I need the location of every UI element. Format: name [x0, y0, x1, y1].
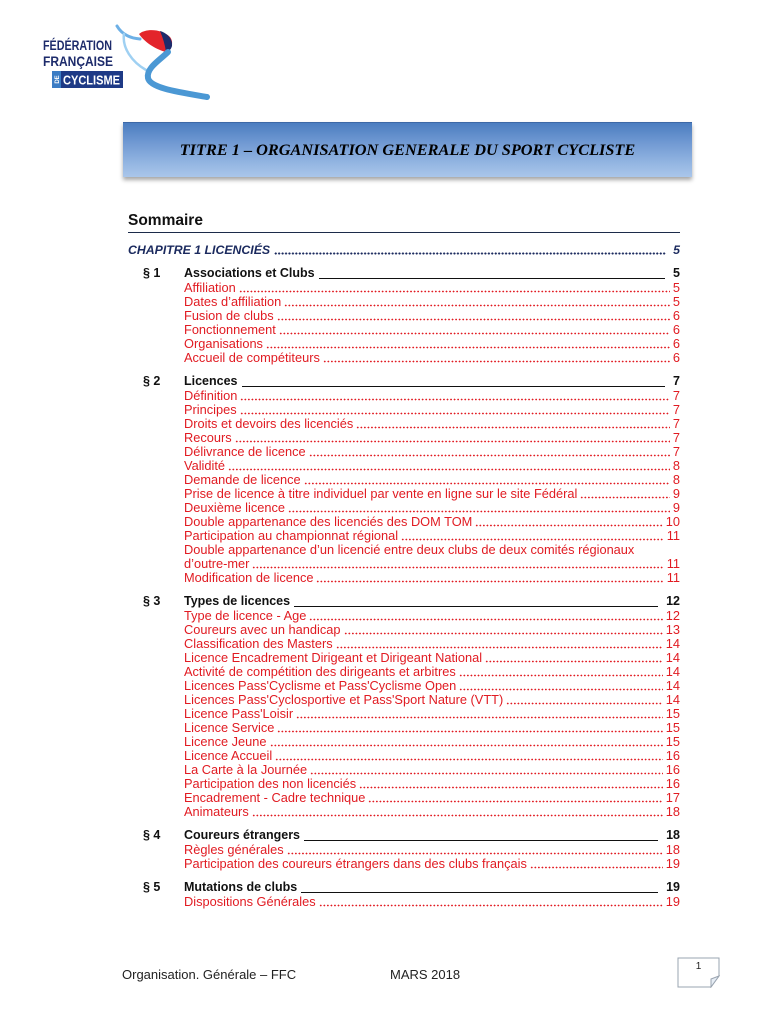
logo-line-cyclisme: CYCLISME	[63, 73, 120, 88]
toc-entry[interactable]	[128, 281, 680, 295]
entry-label: Participation des coureurs étrangers dans des clubs français	[184, 856, 527, 871]
toc-entry[interactable]	[128, 529, 680, 543]
dot-leader	[296, 716, 663, 719]
toc-entry[interactable]	[128, 763, 680, 777]
entry-page-number: 14	[665, 692, 680, 707]
entry-label: Définition	[184, 388, 238, 403]
toc-entry-line	[128, 721, 680, 735]
toc-section	[128, 373, 680, 585]
dot-leader	[310, 772, 663, 775]
entry-label: Organisations	[184, 336, 263, 351]
entry-page-number: 14	[665, 678, 680, 693]
toc-entry[interactable]	[128, 431, 680, 445]
toc-entry[interactable]	[128, 309, 680, 323]
dot-leader	[475, 524, 662, 527]
toc-entry[interactable]	[128, 323, 680, 337]
entry-label: Double appartenance des licenciés des DOM TOM	[184, 514, 473, 529]
toc-entry-line	[128, 515, 680, 529]
toc-entry[interactable]	[128, 749, 680, 763]
logo-swoosh-icon	[148, 52, 207, 97]
dot-leader	[309, 454, 670, 457]
toc-entry-line	[128, 473, 680, 487]
toc-entry-line	[128, 337, 680, 351]
dot-leader	[277, 730, 662, 733]
toc-entry-line	[128, 651, 680, 665]
dot-leader	[530, 866, 663, 869]
entry-page-number: 9	[672, 500, 680, 515]
dot-leader	[368, 800, 662, 803]
underline-leader	[301, 892, 658, 893]
section-heading[interactable]	[128, 593, 680, 609]
dot-leader	[287, 852, 663, 855]
entry-page-number: 6	[672, 336, 680, 351]
entry-page-number: 6	[672, 308, 680, 323]
dot-leader	[336, 646, 663, 649]
toc-entry[interactable]	[128, 623, 680, 637]
toc-entry[interactable]	[128, 403, 680, 417]
dot-leader	[235, 440, 670, 443]
section-number: § 5	[143, 880, 161, 894]
entry-label: La Carte à la Journée	[184, 762, 308, 777]
toc-entry[interactable]	[128, 543, 680, 571]
toc-entry[interactable]	[128, 665, 680, 679]
chapter-label: CHAPITRE 1 LICENCIÉS	[128, 243, 271, 257]
entry-label: Prise de licence à titre individuel par vente en ligne sur le site Fédéral	[184, 486, 578, 501]
entry-label: Classification des Masters	[184, 636, 333, 651]
section-title: Coureurs étrangers	[184, 828, 301, 842]
entry-label: Type de licence - Age	[184, 608, 307, 623]
toc-entry[interactable]	[128, 487, 680, 501]
toc-entry[interactable]	[128, 679, 680, 693]
toc-entry[interactable]	[128, 351, 680, 365]
section-page-number: 5	[673, 266, 680, 280]
dot-leader	[288, 510, 670, 513]
dot-leader	[240, 412, 670, 415]
section-title: Licences	[184, 374, 238, 388]
entry-page-number: 5	[672, 280, 680, 295]
entry-label: Dates d’affiliation	[184, 294, 282, 309]
dot-leader	[279, 332, 670, 335]
entry-page-number: 5	[672, 294, 680, 309]
toc-entry[interactable]	[128, 693, 680, 707]
entry-page-number: 11	[666, 556, 680, 571]
entry-label: Deuxième licence	[184, 500, 286, 515]
entry-label: Licence Service	[184, 720, 275, 735]
entry-label: Licence Pass'Loisir	[184, 706, 294, 721]
toc-section	[128, 827, 680, 871]
entry-page-number: 9	[672, 486, 680, 501]
entry-page-number: 14	[665, 650, 680, 665]
toc-entry[interactable]	[128, 389, 680, 403]
dot-leader	[270, 744, 663, 747]
entry-label: Recours	[184, 430, 232, 445]
ffc-logo	[0, 0, 230, 110]
toc-entry-line	[128, 417, 680, 431]
dot-leader	[506, 702, 663, 705]
underline-leader	[242, 386, 666, 387]
toc-entry-line	[128, 557, 680, 571]
toc-entry-line	[128, 735, 680, 749]
entry-label: Demande de licence	[184, 472, 301, 487]
toc-entry-line	[128, 459, 680, 473]
toc-entry[interactable]	[128, 707, 680, 721]
section-page-number: 18	[666, 828, 680, 842]
section-number: § 2	[143, 374, 161, 388]
section-heading[interactable]	[128, 827, 680, 843]
toc-entry[interactable]	[128, 337, 680, 351]
entry-page-number: 12	[665, 608, 680, 623]
entry-page-number: 7	[672, 430, 680, 445]
toc-entry-line	[128, 281, 680, 295]
toc-entry-line	[128, 791, 680, 805]
logo-swoosh-top-icon	[117, 26, 140, 39]
entry-label: Licences Pass'Cyclisme et Pass'Cyclisme Open	[184, 678, 457, 693]
toc-entry-line	[128, 295, 680, 309]
toc-entry-line	[128, 501, 680, 515]
entry-page-number: 14	[665, 636, 680, 651]
logo-de-prefix: DE	[54, 75, 61, 84]
toc-section	[128, 879, 680, 909]
entry-page-number: 7	[672, 402, 680, 417]
toc-entry-line	[128, 843, 680, 857]
toc-entry[interactable]	[128, 571, 680, 585]
entry-page-number: 17	[665, 790, 680, 805]
toc-entry-line	[128, 431, 680, 445]
toc-entry-line	[128, 323, 680, 337]
dot-leader	[319, 904, 663, 907]
toc-entry[interactable]	[128, 459, 680, 473]
toc-entry-line	[128, 609, 680, 623]
toc-sections	[128, 265, 680, 909]
entry-page-number: 8	[672, 458, 680, 473]
dot-leader	[284, 304, 670, 307]
toc-entry[interactable]	[128, 777, 680, 791]
dot-leader	[401, 538, 664, 541]
entry-page-number: 15	[665, 720, 680, 735]
entry-label: Licence Jeune	[184, 734, 267, 749]
dot-leader	[252, 814, 663, 817]
entry-label: Délivrance de licence	[184, 444, 306, 459]
toc-entry[interactable]	[128, 721, 680, 735]
section-heading[interactable]	[128, 373, 680, 389]
toc-entry-line	[128, 351, 680, 365]
dot-leader	[304, 482, 670, 485]
entry-label: Dispositions Générales	[184, 894, 316, 909]
entry-label: Règles générales	[184, 842, 284, 857]
entry-label: Participation au championnat régional	[184, 528, 399, 543]
section-title: Associations et Clubs	[184, 266, 315, 280]
section-number: § 3	[143, 594, 161, 608]
toc-entry-line	[128, 487, 680, 501]
underline-leader	[319, 278, 665, 279]
entry-label: Fusion de clubs	[184, 308, 274, 323]
entry-page-number: 18	[665, 842, 680, 857]
section-title: Types de licences	[184, 594, 291, 608]
dot-leader	[239, 290, 670, 293]
toc-entry[interactable]	[128, 417, 680, 431]
entry-page-number: 6	[672, 322, 680, 337]
toc-entry-line	[128, 707, 680, 721]
toc-entry[interactable]	[128, 857, 680, 871]
entry-page-number: 14	[665, 664, 680, 679]
dot-leader	[266, 346, 670, 349]
underline-leader	[304, 840, 658, 841]
page-number-box	[677, 957, 720, 988]
entry-page-number: 13	[665, 622, 680, 637]
toc-entry[interactable]	[128, 515, 680, 529]
section-number: § 4	[143, 828, 161, 842]
entry-page-number: 19	[665, 856, 680, 871]
toc-entry-line	[128, 693, 680, 707]
toc-section	[128, 593, 680, 819]
dot-leader	[459, 688, 662, 691]
section-heading[interactable]	[128, 879, 680, 895]
entry-page-number: 15	[665, 706, 680, 721]
entry-label: Accueil de compétiteurs	[184, 350, 320, 365]
footer-document-name: Organisation. Générale – FFC	[122, 967, 297, 982]
toc-entry[interactable]	[128, 843, 680, 857]
entry-label: Modification de licence	[184, 570, 314, 585]
toc-entry-line	[128, 529, 680, 543]
toc-entry-line	[128, 623, 680, 637]
entry-label-continued: d’outre-mer	[184, 556, 250, 571]
toc-section	[128, 265, 680, 365]
toc-entry-line	[128, 679, 680, 693]
dot-leader	[580, 496, 670, 499]
dot-leader	[240, 398, 670, 401]
footer-date: MARS 2018	[390, 967, 461, 982]
dot-leader	[274, 252, 666, 255]
toc-entry[interactable]	[128, 651, 680, 665]
dot-leader	[277, 318, 670, 321]
entry-label: Animateurs	[184, 804, 249, 819]
toc-entry[interactable]	[128, 445, 680, 459]
entry-page-number: 7	[672, 416, 680, 431]
entry-label: Activité de compétition des dirigeants et arbitres	[184, 664, 456, 679]
underline-leader	[294, 606, 658, 607]
entry-label: Licence Encadrement Dirigeant et Dirigeant National	[184, 650, 483, 665]
toc-entry-line	[128, 543, 680, 557]
entry-page-number: 15	[665, 734, 680, 749]
dot-leader	[323, 360, 670, 363]
toc-entry[interactable]	[128, 501, 680, 515]
entry-page-number: 11	[666, 528, 680, 543]
toc-entry-line	[128, 763, 680, 777]
toc-entry-line	[128, 389, 680, 403]
toc-entry-line	[128, 637, 680, 651]
section-page-number: 12	[666, 594, 680, 608]
toc-entry[interactable]	[128, 295, 680, 309]
dot-leader	[356, 426, 670, 429]
dot-leader	[459, 674, 663, 677]
section-title: Mutations de clubs	[184, 880, 298, 894]
dot-leader	[359, 786, 663, 789]
dot-leader	[485, 660, 663, 663]
toc-entry[interactable]	[128, 895, 680, 909]
toc-entry-line	[128, 805, 680, 819]
entry-page-number: 18	[665, 804, 680, 819]
dot-leader	[344, 632, 663, 635]
entry-label: Principes	[184, 402, 237, 417]
toc-entry-line	[128, 571, 680, 585]
toc-entry[interactable]	[128, 473, 680, 487]
page-title: TITRE 1 – ORGANISATION GENERALE DU SPORT CYCLISTE	[179, 140, 636, 159]
entry-page-number: 7	[672, 444, 680, 459]
entry-label: Licence Accueil	[184, 748, 273, 763]
chapter-page-number: 5	[673, 243, 680, 257]
toc-entry[interactable]	[128, 637, 680, 651]
toc-entry-line	[128, 749, 680, 763]
entry-page-number: 6	[672, 350, 680, 365]
entry-page-number: 19	[665, 894, 680, 909]
entry-label: Encadrement - Cadre technique	[184, 790, 366, 805]
logo-line-federation: FÉDÉRATION	[43, 38, 112, 53]
toc-entry-line	[128, 777, 680, 791]
toc-entry[interactable]	[128, 805, 680, 819]
entry-page-number: 11	[666, 570, 680, 585]
logo-line-francaise: FRANÇAISE	[43, 54, 113, 69]
table-of-contents	[128, 242, 680, 909]
section-number: § 1	[143, 266, 161, 280]
toc-entry-line	[128, 445, 680, 459]
toc-entry-line	[128, 309, 680, 323]
toc-entry[interactable]	[128, 791, 680, 805]
title-banner	[123, 122, 692, 177]
summary-heading: Sommaire	[128, 212, 680, 233]
entry-page-number: 8	[672, 472, 680, 487]
entry-label: Double appartenance d’un licencié entre deux clubs de deux comités régionaux	[184, 542, 635, 557]
toc-entry-line	[128, 665, 680, 679]
entry-page-number: 10	[665, 514, 680, 529]
toc-entry-line	[128, 895, 680, 909]
entry-label: Participation des non licenciés	[184, 776, 357, 791]
entry-label: Droits et devoirs des licenciés	[184, 416, 354, 431]
dot-leader	[275, 758, 663, 761]
dot-leader	[228, 468, 670, 471]
entry-page-number: 7	[672, 388, 680, 403]
dot-leader	[309, 618, 662, 621]
entry-label: Validité	[184, 458, 226, 473]
toc-chapter[interactable]	[128, 242, 680, 258]
ffc-logo-graphic	[0, 0, 230, 110]
dot-leader	[252, 566, 663, 569]
entry-page-number: 16	[665, 762, 680, 777]
page-number: 1	[695, 961, 702, 972]
entry-label: Licences Pass'Cyclosportive et Pass'Sport Nature (VTT)	[184, 692, 504, 707]
entry-label: Affiliation	[184, 280, 236, 295]
toc-entry[interactable]	[128, 609, 680, 623]
entry-label: Fonctionnement	[184, 322, 276, 337]
section-page-number: 7	[673, 374, 680, 388]
section-page-number: 19	[666, 880, 680, 894]
dot-leader	[316, 580, 663, 583]
entry-page-number: 16	[665, 748, 680, 763]
section-heading[interactable]	[128, 265, 680, 281]
toc-entry-line	[128, 857, 680, 871]
entry-label: Coureurs avec un handicap	[184, 622, 341, 637]
entry-page-number: 16	[665, 776, 680, 791]
toc-entry[interactable]	[128, 735, 680, 749]
toc-entry-line	[128, 403, 680, 417]
